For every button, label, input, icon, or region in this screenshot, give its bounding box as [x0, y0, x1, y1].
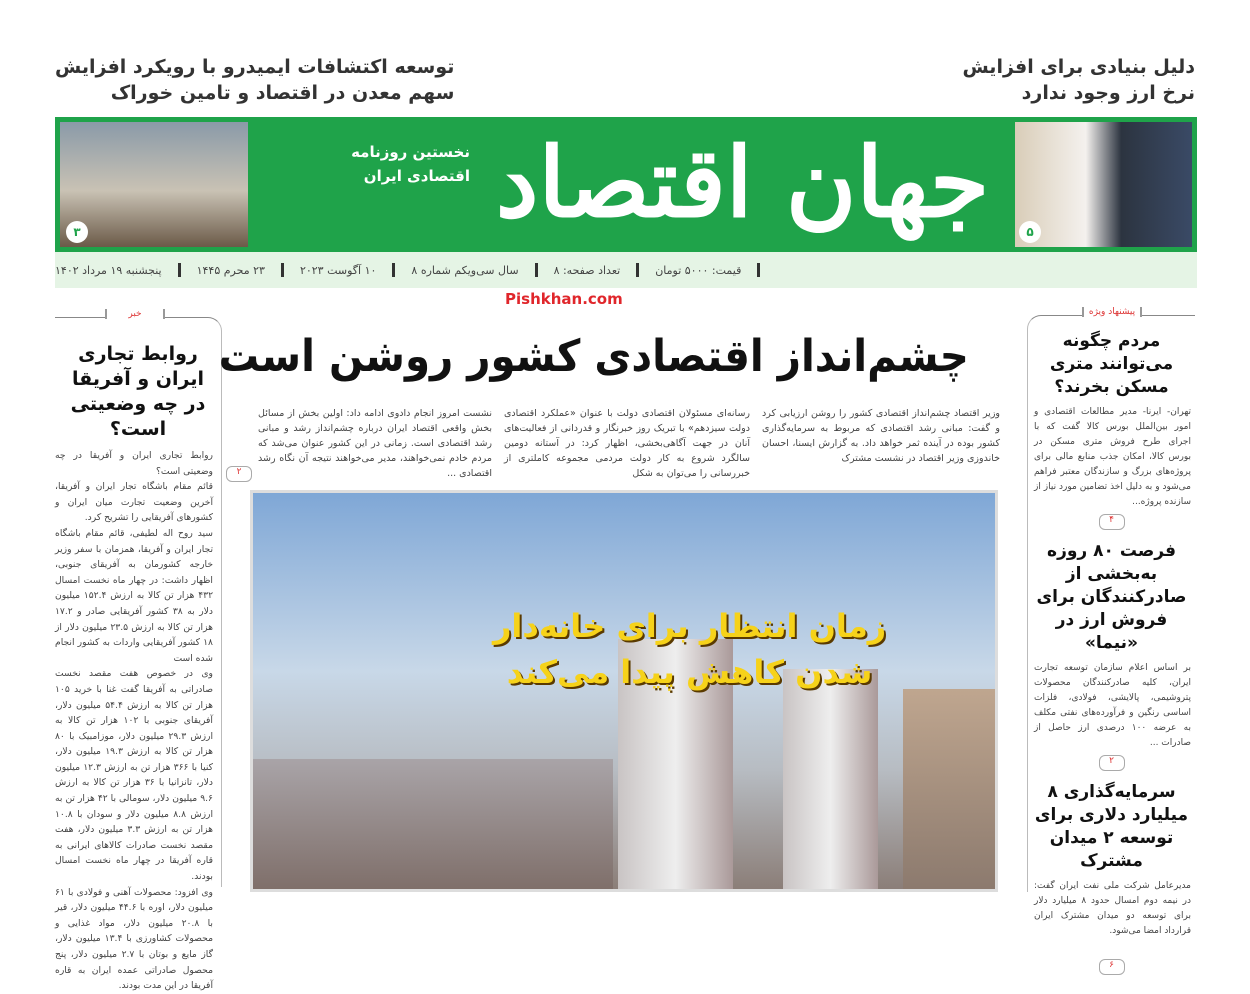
- paragraph: قائم مقام باشگاه تجار ایران و آفریقا، آخرین وضعیت تجارت میان ایران و کشورهای آفریقایی را تشریح کرد.: [55, 481, 213, 524]
- divider: [636, 263, 639, 277]
- right-story[interactable]: [1028, 781, 1195, 975]
- cityscape: [253, 759, 613, 889]
- date-bar: [55, 252, 1197, 288]
- right-story[interactable]: [1028, 540, 1195, 771]
- main-col-1: وزیر اقتصاد چشم‌انداز اقتصادی کشور را روشن ارزیابی کرد و گفت: مبانی رشد اقتصادی که مربوط به سرمایه‌گذاری کشور بوده در آینده ثمر خواهد داد. به گزارش ایسنا، احسان خاندوزی وزیر اقتصاد در نشست مشترک: [762, 408, 1000, 464]
- left-teaser-photo[interactable]: [60, 122, 248, 247]
- page-badge: ۵: [1019, 221, 1041, 243]
- divider: [535, 263, 538, 277]
- paragraph: وی در خصوص هفت مقصد نخست صادراتی به آفریقا گفت غنا با خرید ۱۰۵ هزار تن کالا به ارزش ۵۴.۴ میلیون دلار، آفریقای جنوبی با ۱۰۲ هزار تن کالا به ارزش ۲۹.۳ میلیون دلار، موزامبیک با ۸۰ هزار تن کالا به ارزش ۱۹.۳ میلیون دلار، کنیا با ۳۶۶ هزار تن به ارزش ۱۲.۳ میلیون دلار، تانزانیا با ۳۶ هزار تن کالا به ارزش ۹.۶ میلیون دلار، سومالی با ۴۲ هزار تن به ارزش ۸.۸ میلیون دلار و سودان با ۱۰.۸ هزار تن به ارزش ۳.۳ میلیون دلار، هفت مقصد نخست صادرات کالاهای ایرانی به قاره آفریقا در چهار ماه نخست امسال بودند.: [55, 668, 214, 883]
- main-col-2: رسانه‌ای مسئولان اقتصادی دولت با عنوان «عملکرد اقتصادی دولت سیزدهم» با تبریک روز خبرنگار و قدردانی از فعالیت‌های آنان در جهت آگاهی‌بخشی، اظهار کرد: در آستانه دومین سالگرد شروع به کار دولت مردمی مجموعه کاملتری از خبررسانی را می‌توان به شکل: [504, 408, 750, 479]
- tagline-line: نخستین روزنامه: [351, 143, 470, 161]
- page-count: تعداد صفحه: ۸: [553, 263, 621, 277]
- issue-number: سال سی‌ویکم شماره ۸: [411, 263, 519, 277]
- left-story[interactable]: [55, 309, 222, 992]
- paragraph: سید روح اله لطیفی، قائم مقام باشگاه تجار ایران و آفریقا، همزمان با سفر وزیر خارجه کشورمان به آفریقای جنوبی، اظهار داشت: در چهار ماه نخست امسال ۴۳۲ هزار تن کالا به ارزش ۱۵۲.۴ میلیون دلار به ۳۸ کشور آفریقایی صادر و ۱۷.۲ هزار تن کالا به ارزش ۲۳.۵ میلیون دلار از ۱۸ کشور آفریقایی واردات به کشور انجام شده است: [55, 527, 214, 664]
- kicker: خبر: [105, 309, 165, 319]
- story-headline: مردم چگونه می‌توانند متری مسکن بخرند؟: [1049, 331, 1174, 397]
- watermark: Pishkhan.com: [505, 290, 623, 308]
- story-body: بر اساس اعلام سازمان توسعه تجارت ایران، کلیه صادرکنندگان محصولات پتروشیمی، پالایشی، فولادی، فلزات اساسی رنگین و فرآورده‌های نفتی مکلف به عرضه ۱۰۰ درصدی ارز حاصل از صادرات ...: [1034, 663, 1192, 748]
- page-ref: ۲: [226, 466, 252, 482]
- story-body: مدیرعامل شرکت ملی نفت ایران گفت: در نیمه دوم امسال حدود ۸ میلیارد دلار برای توسعه دو میدان مشترک ایران قرارداد امضا می‌شود.: [1034, 881, 1191, 936]
- main-photo[interactable]: [250, 490, 998, 892]
- logo-tagline: [300, 140, 470, 188]
- headline-line: دلیل بنیادی برای افزایش: [962, 56, 1195, 78]
- divider: [178, 263, 181, 277]
- story-headline: سرمایه‌گذاری ۸ میلیارد دلاری برای توسعه ۲ میدان مشترک: [1034, 782, 1189, 871]
- page-ref: ۲: [1099, 755, 1125, 771]
- story-body: تهران- ایرنا- مدیر مطالعات اقتصادی و امور بین‌الملل بورس کالا گفت که با اجرای طرح فروش متری مسکن در بورس کالا، امکان جذب منابع مالی برای پروژه‌های بزرگ و سازندگان معتبر فراهم می‌شود و به دلیل اخذ تضامین مورد نیاز از سازنده پروژه...: [1034, 407, 1191, 507]
- page-ref: ۴: [1099, 514, 1125, 530]
- gregorian-date: ۱۰ آگوست ۲۰۲۳: [299, 263, 377, 277]
- newspaper-logo: جهان اقتصاد: [495, 126, 990, 239]
- main-col-3: نشست امروز انجام دادوی ادامه داد: اولین بخش از مسائل بخش واقعی اقتصاد ایران درباره چشم‌انداز رشد و مبانی رشد اقتصادی است. زمانی در این کشور عنوان می‌شد که مردم خادم نمی‌خواهند، مدیر می‌خواهند نتیجه آن نگاه رشد اقتصادی ...: [258, 408, 492, 479]
- headline-line: سهم معدن در اقتصاد و تامین خوراک: [110, 82, 455, 104]
- persian-date: پنجشنبه ۱۹ مرداد ۱۴۰۲: [55, 263, 162, 277]
- price: قیمت: ۵۰۰۰ تومان: [655, 263, 742, 277]
- right-teaser-photo[interactable]: [1015, 122, 1192, 247]
- divider: [281, 263, 284, 277]
- headline-line: توسعه اکتشافات ایمیدرو با رویکرد افزایش: [55, 56, 455, 78]
- story-headline: روابط تجاری ایران و آفریقا در چه وضعیتی است؟: [70, 343, 206, 440]
- caption-line: زمان انتظار برای خانه‌دار: [493, 607, 887, 645]
- right-column: [1027, 307, 1195, 970]
- headline-line: نرخ ارز وجود ندارد: [1021, 82, 1195, 104]
- divider: [757, 263, 760, 277]
- tagline-line: اقتصادی ایران: [363, 167, 470, 185]
- hijri-date: ۲۳ محرم ۱۴۴۵: [196, 263, 265, 277]
- kicker: پیشنهاد ویژه: [1082, 307, 1142, 317]
- paragraph: وی افزود: محصولات آهنی و فولادی با ۶۱ میلیون دلار، اوره با ۴۴.۶ میلیون دلار، قیر با ۲۰.۸ میلیون دلار، مواد غذایی و محصولات کشاورزی با ۱۳.۴ میلیون دلار، گاز مایع و بوتان با ۲.۷ میلیون دلار، پنج محصول صادراتی عمده ایران به قاره آفریقا در این مدت بودند.: [55, 886, 213, 992]
- paragraph: روابط تجاری ایران و آفریقا در چه وضعیتی است؟: [55, 450, 213, 477]
- caption-line: شدن کاهش پیدا می‌کند: [506, 653, 873, 691]
- building: [783, 669, 878, 889]
- main-headline[interactable]: چشم‌انداز اقتصادی کشور روشن است: [218, 331, 969, 382]
- page-ref: ۶: [1099, 959, 1125, 975]
- top-left-headline[interactable]: [55, 54, 454, 106]
- building: [903, 689, 998, 889]
- right-story[interactable]: [1028, 330, 1195, 530]
- divider: [392, 263, 395, 277]
- story-headline: فرصت ۸۰ روزه به‌بخشی از صادرکنندگان برای فروش ارز در «نیما»: [1036, 541, 1187, 653]
- top-right-headline[interactable]: [962, 54, 1195, 106]
- page-badge: ۳: [66, 221, 88, 243]
- photo-caption: [493, 603, 886, 695]
